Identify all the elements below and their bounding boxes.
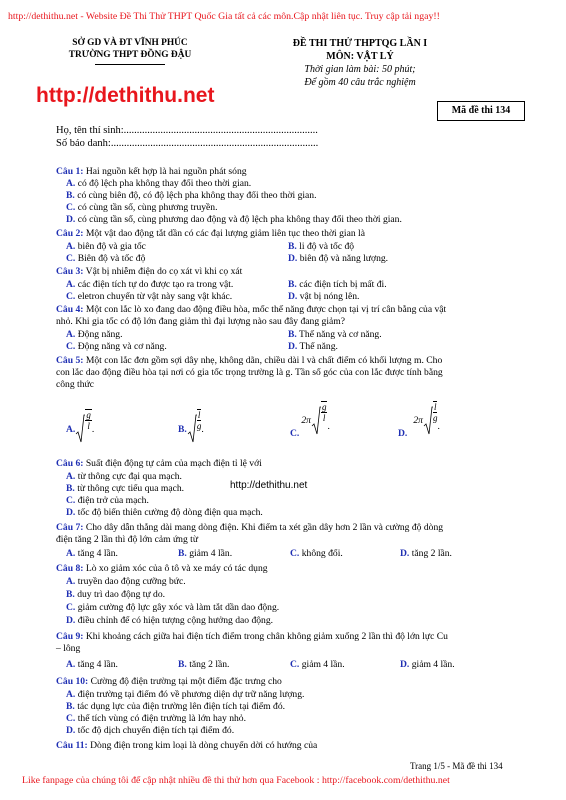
q6-option-a: A. từ thông cực đại qua mạch. <box>66 471 182 482</box>
q5-option-b: B. $\frac{l}{g}$ . <box>178 414 204 444</box>
q6-option-c: C. điện trở của mạch. <box>66 495 149 506</box>
student-name-field: Họ, tên thí sinh:.......................................................................... <box>56 125 318 136</box>
school-underline <box>95 64 165 65</box>
question-count: Để gồm 40 câu trắc nghiệm <box>304 77 416 88</box>
q8-option-b: B. duy trì dao động tự do. <box>66 589 166 600</box>
q5-option-a: A. $\frac{g}{l}$ . <box>66 414 94 444</box>
question-7: Câu 7: Cho dây dẫn thẳng dài mang dòng điện. Khi điểm ta xét gần dây hơn 2 lần và cường độ dòng <box>56 522 444 533</box>
sqrt-sign-icon <box>311 406 321 436</box>
q3-option-c: C. eletron chuyển từ vật này sang vật khác. <box>66 291 233 302</box>
question-2: Câu 2: Một vật dao động tắt dần có các đại lượng giảm liên tục theo thời gian là <box>56 228 365 239</box>
q5-b-fraction: $\frac{l}{g}$ <box>196 410 202 431</box>
question-5: Câu 5: Một con lắc đơn gồm sợi dây nhẹ, không dãn, chiều dài l và chất điểm có khối lượng m. Cho <box>56 355 443 366</box>
exam-title: ĐỀ THI THỬ THPTQG LẦN I <box>292 38 428 49</box>
q9-option-d: D. giảm 4 lần. <box>400 659 455 670</box>
question-7-line-2: điện tăng 2 lần thì độ lớn cảm ứng từ <box>56 534 199 545</box>
q3-option-b: B. các điện tích bị mất đi. <box>288 279 387 290</box>
q7-option-a: A. tăng 4 lần. <box>66 548 118 559</box>
subject: MÔN: VẬT LÝ <box>326 51 394 62</box>
question-4-line-2: nhỏ. Khi gia tốc có độ lớn đang giảm thì đại lượng nào sau đây đang giảm? <box>56 316 345 327</box>
q3-option-d: D. vật bị nóng lên. <box>288 291 360 302</box>
q8-option-c: C. giảm cường độ lực gây xóc và làm tắt dần dao động. <box>66 602 280 613</box>
question-6: Câu 6: Suất điện động tự cảm của mạch điện tỉ lệ với <box>56 458 262 469</box>
q1-option-c: C. có cùng tần số, cùng phương truyền. <box>66 202 218 213</box>
exam-time: Thời gian làm bài: 50 phút; <box>304 64 416 75</box>
q2-option-c: C. Biên độ và tốc độ <box>66 253 146 264</box>
q1-option-b: B. có cùng biên độ, có độ lệch pha không thay đổi theo thời gian. <box>66 190 317 201</box>
q5-a-fraction: $\frac{g}{l}$ <box>86 410 91 431</box>
q2-option-b: B. li độ và tốc độ <box>288 241 355 252</box>
q8-option-a: A. truyền dao động cưỡng bức. <box>66 576 186 587</box>
q5-d-fraction: $\frac{l}{g}$ <box>432 401 438 423</box>
question-8: Câu 8: Lò xo giảm xóc của ô tô và xe máy có tác dụng <box>56 563 268 574</box>
exam-code-box: Mã đề thi 134 <box>437 101 525 121</box>
q9-option-c: C. giảm 4 lần. <box>290 659 345 670</box>
q2-option-d: D. biên độ và năng lượng. <box>288 253 389 264</box>
page-number: Trang 1/5 - Mã đề thi 134 <box>410 761 503 771</box>
bottom-banner[interactable]: Like fanpage của chúng tôi để cập nhật nhiều đề thi thử hơn qua Facebook : http://facebook.com/dethithu.net <box>22 775 450 786</box>
question-5-line-3: công thức <box>56 379 94 390</box>
student-id-field: Số báo danh:............................................................................... <box>56 138 319 149</box>
q6-option-b: B. từ thông cực tiểu qua mạch. <box>66 483 185 494</box>
q4-option-b: B. Thế năng và cơ năng. <box>288 329 382 340</box>
sqrt-sign-icon <box>75 414 85 444</box>
question-10: Câu 10: Cường độ điện trường tại một điểm đặc trưng cho <box>56 676 282 687</box>
question-9: Câu 9: Khi khoảng cách giữa hai điện tích điểm trong chân không giảm xuống 2 lần thì độ lớn lực Cu <box>56 631 448 642</box>
q6-option-d: D. tốc độ biến thiên cường độ dòng điện qua mạch. <box>66 507 263 518</box>
q1-option-a: A. có độ lệch pha không thay đổi theo thời gian. <box>66 178 252 189</box>
watermark-url[interactable]: http://dethithu.net <box>36 84 215 107</box>
question-5-line-2: con lắc dao động điều hòa tại nơi có gia tốc trọng trường là g. Tần số góc của con lắc được tính bằng <box>56 367 443 378</box>
department-name: SỞ GD VÀ ĐT VĨNH PHÚC <box>72 38 188 48</box>
question-9-line-2: – lông <box>56 643 81 654</box>
q4-option-a: A. Động năng. <box>66 329 123 340</box>
q4-option-d: D. Thế năng. <box>288 341 338 352</box>
q10-option-a: A. điện trường tại điểm đó về phương diện dự trữ năng lượng. <box>66 689 305 700</box>
question-11: Câu 11: Dòng điện trong kim loại là dòng chuyển dời có hướng của <box>56 740 318 751</box>
sqrt-sign-icon <box>187 414 197 444</box>
q10-option-c: C. thể tích vùng có điện trường là lớn hay nhỏ. <box>66 713 247 724</box>
q10-option-d: D. tốc độ dịch chuyển điện tích tại điểm đó. <box>66 725 235 736</box>
q5-option-d: D. 2π $\frac{l}{g}$ . <box>398 401 440 439</box>
watermark-url-inline[interactable]: http://dethithu.net <box>230 480 308 491</box>
q5-option-c: C. 2π $\frac{g}{l}$ . <box>290 401 330 439</box>
question-4: Câu 4: Một con lắc lò xo đang dao động điều hòa, mốc thế năng được chọn tại vị trí cân bằng của vật <box>56 304 447 315</box>
q1-option-d: D. có cùng tần số, cùng phương dao động và độ lệch pha không thay đổi theo thời gian. <box>66 214 402 225</box>
q4-option-c: C. Động năng và cơ năng. <box>66 341 167 352</box>
question-1: Câu 1: Hai nguồn kết hợp là hai nguồn phát sóng <box>56 166 247 177</box>
q9-option-b: B. tăng 2 lần. <box>178 659 230 670</box>
sqrt-sign-icon <box>423 406 433 436</box>
q7-option-d: D. tăng 2 lần. <box>400 548 452 559</box>
question-3: Câu 3: Vật bị nhiễm điện do cọ xát vì khi cọ xát <box>56 266 243 277</box>
q7-option-b: B. giảm 4 lần. <box>178 548 233 559</box>
school-name: TRƯỜNG THPT ĐỒNG ĐẬU <box>68 50 192 60</box>
q10-option-b: B. tác dụng lực của điện trường lên điện tích tại điểm đó. <box>66 701 286 712</box>
q3-option-a: A. các điện tích tự do được tạo ra trong vật. <box>66 279 234 290</box>
q2-option-a: A. biên độ và gia tốc <box>66 241 146 252</box>
q9-option-a: A. tăng 4 lần. <box>66 659 118 670</box>
q5-c-fraction: $\frac{g}{l}$ <box>321 401 327 423</box>
top-banner[interactable]: http://dethithu.net - Website Đề Thi Thử THPT Quốc Gia tất cả các môn.Cập nhật liên tục. Truy cập tải ngay!! <box>8 11 440 22</box>
q7-option-c: C. không đổi. <box>290 548 343 559</box>
q8-option-d: D. điều chỉnh để có hiện tượng cộng hưởng dao động. <box>66 615 274 626</box>
